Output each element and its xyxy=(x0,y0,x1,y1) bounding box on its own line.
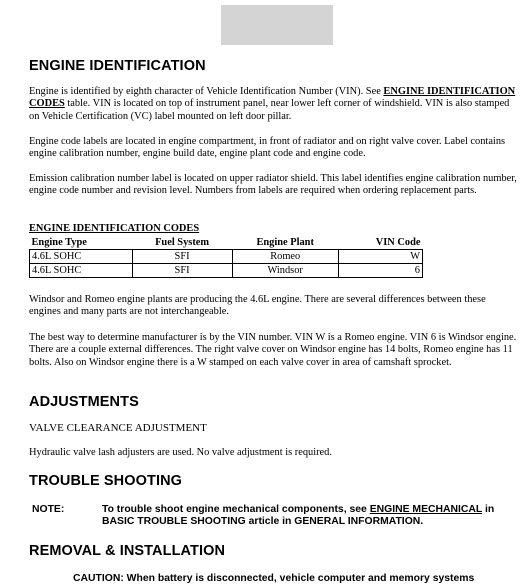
note-label: NOTE: xyxy=(32,504,65,515)
header-logo-placeholder xyxy=(221,5,333,45)
heading-removal-installation: REMOVAL & INSTALLATION xyxy=(29,543,226,559)
paragraph-emission-label: Emission calibration number label is located on upper radiator shield. This label identifies engine calibration number, engine code number and revision level. Numbers from labels are required when ordering replacement parts. xyxy=(29,173,517,197)
table-cell: W xyxy=(338,250,422,264)
column-header: Fuel System xyxy=(132,236,232,250)
table-title: ENGINE IDENTIFICATION CODES xyxy=(29,223,200,234)
caution-text: CAUTION: When battery is disconnected, vehicle computer and memory systems xyxy=(73,573,475,584)
column-header: VIN Code xyxy=(338,236,422,250)
engine-codes-table xyxy=(29,236,423,278)
table-cell: SFI xyxy=(132,250,232,264)
table-cell: Windsor xyxy=(232,264,338,278)
table-cell: Romeo xyxy=(232,250,338,264)
engine-id-codes-link[interactable]: ENGINE IDENTIFICATION CODES xyxy=(29,86,516,110)
table-row xyxy=(30,250,423,264)
heading-engine-identification: ENGINE IDENTIFICATION xyxy=(29,58,206,74)
column-header: Engine Plant xyxy=(232,236,338,250)
note-text-part: To trouble shoot engine mechanical components, see xyxy=(102,504,370,515)
table-cell: SFI xyxy=(132,264,232,278)
paragraph-hydraulic-lash: Hydraulic valve lash adjusters are used. No valve adjustment is required. xyxy=(29,447,332,458)
paragraph-text: Engine is identified by eighth character of Vehicle Identification Number (VIN). See xyxy=(29,86,384,97)
note-text xyxy=(102,504,522,529)
table-header-row xyxy=(30,236,423,250)
heading-trouble-shooting: TROUBLE SHOOTING xyxy=(29,473,183,489)
paragraph-manufacturer: The best way to determine manufacturer is by the VIN number. VIN W is a Romeo engine. VIN 6 is Windsor engine. There are a couple external differences. The right valve cover on Windsor engine has 14 bolts, Romeo engine has 11 bolts. Also on Windsor engine there is a W stamped on each valve cover in area of camshaft sprocket. xyxy=(29,332,517,368)
subheading-valve-clearance: VALVE CLEARANCE ADJUSTMENT xyxy=(29,422,207,434)
paragraph-engine-code-labels: Engine code labels are located in engine compartment, in front of radiator and on right valve cover. Label contains engine calibration number, engine build date, engine plant code and engine code. xyxy=(29,136,506,160)
table-cell: 6 xyxy=(338,264,422,278)
note-text-part: in BASIC TROUBLE SHOOTING article in GENERAL INFORMATION. xyxy=(102,504,495,528)
table-cell: 4.6L SOHC xyxy=(30,264,133,278)
engine-mechanical-link[interactable]: ENGINE MECHANICAL xyxy=(369,504,483,515)
paragraph-text: table. VIN is located on top of instrument panel, near lower left corner of windshield. VIN is also stamped on Vehicle Certification (VC) label mounted on left door pillar. xyxy=(29,98,510,122)
column-header: Engine Type xyxy=(30,236,133,250)
table-cell: 4.6L SOHC xyxy=(30,250,133,264)
paragraph-vin-location xyxy=(29,86,517,123)
paragraph-engine-plants: Windsor and Romeo engine plants are producing the 4.6L engine. There are several differences between these engines and many parts are not interchangeable. xyxy=(29,294,486,318)
table-row xyxy=(30,264,423,278)
heading-adjustments: ADJUSTMENTS xyxy=(29,394,139,410)
